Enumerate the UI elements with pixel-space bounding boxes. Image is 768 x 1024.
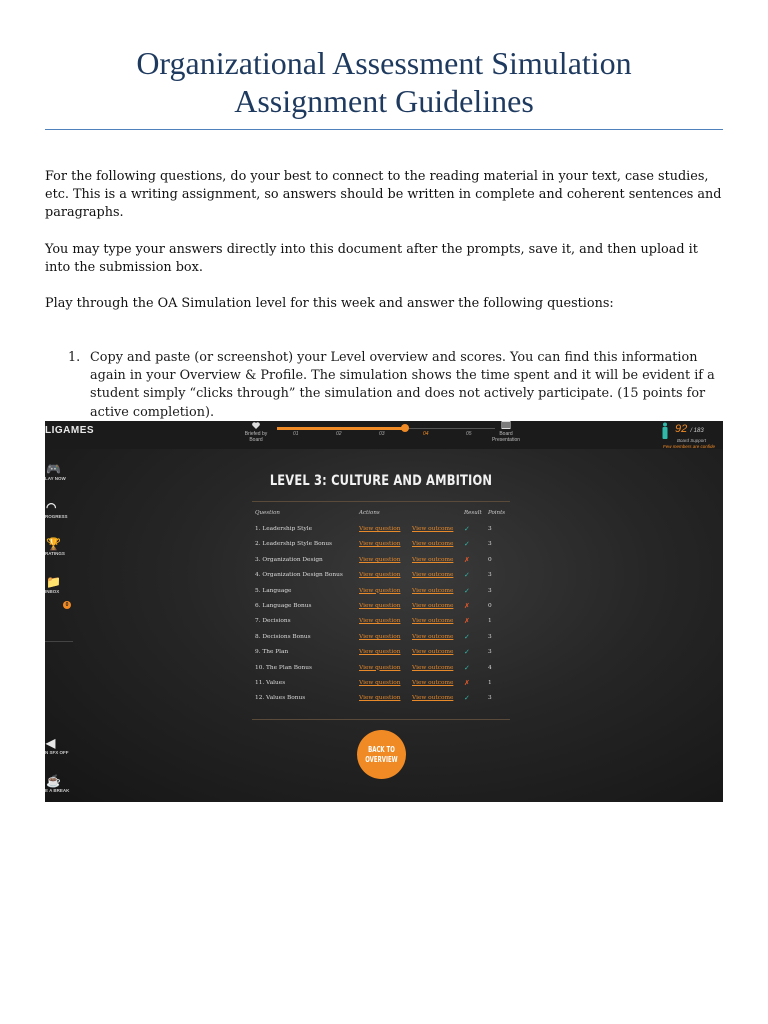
question-name: 2. Leadership Style Bonus [255,541,333,548]
gamepad-icon: 🎮 [46,462,61,476]
table-row [255,634,505,646]
table-row [255,603,505,615]
table-row [255,526,505,538]
view-outcome-link[interactable]: View outcome [412,664,454,671]
title-divider [45,129,723,130]
view-question-link[interactable]: View question [359,556,401,563]
table-row [255,680,505,692]
progress-line-done [277,427,405,430]
check-icon: ✓ [464,571,470,580]
table-row [255,572,505,584]
sidebar-item-inbox[interactable]: 📁 INBOX [45,576,75,594]
table-row [255,588,505,600]
check-icon: ✓ [464,525,470,533]
simulation-screenshot [45,421,723,802]
progress-marker [401,424,409,432]
sidebar-item-sfx[interactable]: ◀ N SFX OFF [45,737,75,755]
question-name: 1. Leadership Style [255,526,312,532]
board-support-note: Few members are confide [663,444,716,449]
cross-icon: ✗ [464,617,470,626]
table-row [255,541,505,553]
table-row [255,665,505,677]
stage-05[interactable]: 05 [466,431,472,437]
points-value: 3 [488,695,492,702]
view-outcome-link[interactable]: View outcome [412,526,454,532]
view-question-link[interactable]: View question [359,541,401,548]
sound-icon: ◀ [46,736,56,750]
folder-icon: 📁 [46,575,61,589]
header-actions: Actions [359,510,380,516]
presentation-icon [501,421,511,429]
check-icon: ✓ [464,540,470,549]
view-question-link[interactable]: View question [359,680,401,686]
document-title [0,44,768,120]
title-line-2: Assignment Guidelines [234,83,534,119]
back-to-overview-button[interactable]: BACK TO OVERVIEW [357,730,406,779]
points-value: 3 [488,526,492,532]
table-row [255,557,505,569]
table-top-rule [252,501,510,502]
trophy-icon: 🏆 [46,537,61,551]
table-row [255,695,505,707]
stage-01[interactable]: 01 [293,431,299,437]
view-question-link[interactable]: View question [359,618,401,625]
points-value: 3 [488,633,492,640]
board-support-label: Board Support [677,438,707,443]
brand-logo: LIGAMES [45,425,95,436]
list-item-1: Copy and paste (or screenshot) your Level overview and scores. You can find this information again in your Overview & Profile. The simulation shows the time spent and it will be evident if a student simply “clicks through” the simulation and does not actively participate. (15 points for active completion). [90,350,715,420]
title-line-1: Organizational Assessment Simulation [136,45,632,81]
points-value: 0 [488,603,492,609]
briefed-by-board [243,422,269,443]
board-presentation-label: Board Presentation [491,431,521,443]
question-name: 12. Values Bonus [255,695,306,702]
view-question-link[interactable]: View question [359,587,401,594]
board-member-icon [661,422,669,440]
points-value: 3 [488,541,492,548]
instructions-paragraph: You may type your answers directly into this document after the prompts, save it, and then upload it into the submission box. [45,242,698,276]
sidebar-item-play[interactable]: 🎮 LAY NOW [45,463,75,481]
sidebar-item-progress[interactable]: ◠ ROGRESS [45,501,75,519]
cross-icon: ✗ [464,555,470,564]
view-outcome-link[interactable]: View outcome [412,649,454,656]
briefed-label: Briefed by Board [244,431,268,443]
view-question-link[interactable]: View question [359,633,401,640]
question-name: 11. Values [255,680,286,686]
view-question-link[interactable]: View question [359,603,401,609]
sidebar-item-break[interactable]: ☕ E A BREAK [45,775,75,793]
board-presentation[interactable] [489,421,523,443]
table-bottom-rule [252,719,510,720]
points-value: 3 [488,572,492,579]
stage-04[interactable]: 04 [423,431,429,437]
check-icon: ✓ [464,648,470,657]
view-question-link[interactable]: View question [359,526,401,532]
play-paragraph: Play through the OA Simulation level for this week and answer the following questions: [45,296,614,311]
question-name: 10. The Plan Bonus [255,664,312,671]
view-outcome-link[interactable]: View outcome [412,556,454,563]
view-outcome-link[interactable]: View outcome [412,680,454,686]
stage-03[interactable]: 03 [379,431,385,437]
header-points: Points [488,510,506,516]
simulation-topbar [45,421,723,449]
question-name: 8. Decisions Bonus [255,633,311,640]
view-question-link[interactable]: View question [359,649,401,656]
inbox-badge: 0 [63,601,71,609]
check-icon: ✓ [464,632,470,641]
header-question: Question [255,510,280,516]
cup-icon: ☕ [46,774,61,788]
points-value: 0 [488,556,492,563]
view-question-link[interactable]: View question [359,664,401,671]
points-value: 4 [488,664,492,671]
board-support-score: 92 / 183 [675,423,704,435]
view-question-link[interactable]: View question [359,572,401,579]
question-name: 4. Organization Design Bonus [255,572,343,579]
points-value: 3 [488,649,492,656]
points-value: 1 [488,680,492,686]
header-result: Result [464,510,482,516]
view-outcome-link[interactable]: View outcome [412,603,454,609]
sidebar-divider [45,641,73,642]
question-name: 3. Organization Design [255,556,323,563]
heart-icon [252,422,260,429]
view-outcome-link[interactable]: View outcome [412,633,454,640]
table-row [255,618,505,630]
cross-icon: ✗ [464,679,470,687]
progress-line-remaining [405,428,495,429]
check-icon: ✓ [464,663,470,672]
question-name: 5. Language [255,587,292,594]
table-row [255,649,505,661]
stage-02[interactable]: 02 [336,431,342,437]
question-name: 7. Decisions [255,618,291,625]
view-outcome-link[interactable]: View outcome [412,572,454,579]
view-outcome-link[interactable]: View outcome [412,695,454,702]
view-outcome-link[interactable]: View outcome [412,618,454,625]
check-icon: ✓ [464,586,470,595]
question-name: 9. The Plan [255,649,289,656]
level-title: LEVEL 3: CULTURE AND AMBITION [269,473,493,489]
list-number: 1. [68,350,81,365]
intro-paragraph: For the following questions, do your best to connect to the reading material in your text, case studies, etc. This is a writing assignment, so answers should be written in complete and coherent sentences and paragraphs. [45,169,722,221]
cross-icon: ✗ [464,602,470,610]
question-name: 6. Language Bonus [255,603,312,609]
points-value: 3 [488,587,492,594]
simulation-sidebar [45,449,75,802]
view-question-link[interactable]: View question [359,695,401,702]
sidebar-item-ratings[interactable]: 🏆 RATINGS [45,538,75,556]
points-value: 1 [488,618,492,625]
view-outcome-link[interactable]: View outcome [412,541,454,548]
view-outcome-link[interactable]: View outcome [412,587,454,594]
check-icon: ✓ [464,694,470,703]
gauge-icon: ◠ [46,500,57,514]
